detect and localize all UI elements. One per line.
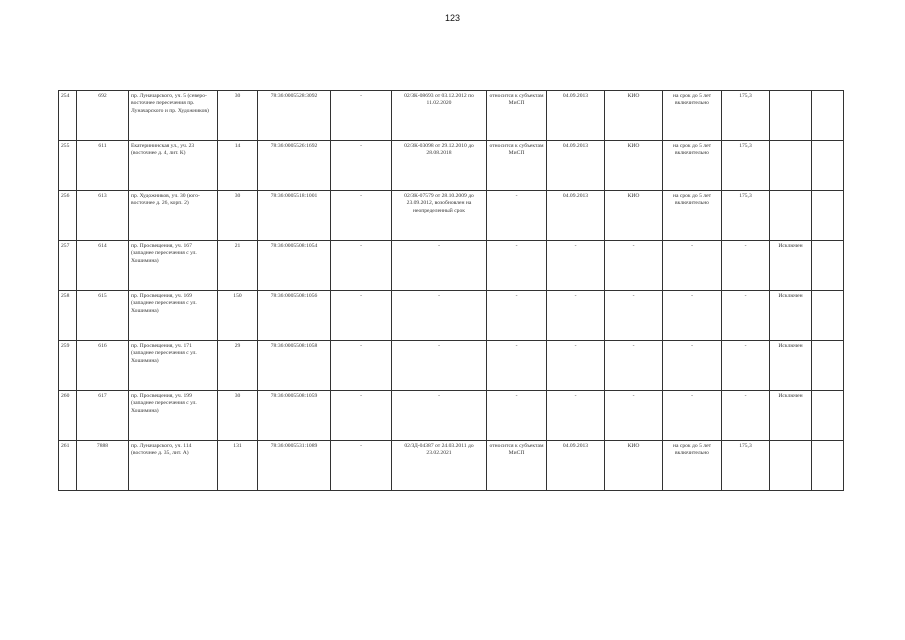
cell-row-index: 259	[59, 341, 77, 391]
cell-authority: -	[605, 341, 663, 391]
cell-authority: КИО	[605, 141, 663, 191]
cell-area: 30	[218, 191, 258, 241]
cell-cadastral-number: 78:36:0005508:1056	[258, 291, 331, 341]
table-row	[59, 91, 844, 141]
cell-decision-date: -	[547, 291, 605, 341]
cell-decision-date: 04.09.2013	[547, 91, 605, 141]
cell-cadastral-number: 78:36:0005508:1059	[258, 391, 331, 441]
cell-area: 30	[218, 91, 258, 141]
cell-col-6: -	[331, 341, 392, 391]
cell-registry-number: 616	[77, 341, 129, 391]
cell-row-index: 254	[59, 91, 77, 141]
cell-lease-term: на срок до 5 лет включительно	[663, 141, 722, 191]
table-row	[59, 441, 844, 491]
cell-lease-term: -	[663, 341, 722, 391]
cell-lease-term: -	[663, 241, 722, 291]
cell-lease-term: на срок до 5 лет включительно	[663, 91, 722, 141]
cell-authority: -	[605, 391, 663, 441]
cell-note	[770, 141, 812, 191]
cell-address: пр. Луначарского, уч. 114 (восточнее д. 35, лит. А)	[129, 441, 218, 491]
cell-registry-number: 615	[77, 291, 129, 341]
cell-authority: -	[605, 241, 663, 291]
cell-cadastral-number: 78:36:0005508:1054	[258, 241, 331, 291]
cell-cadastral-number: 78:36:0005526:1692	[258, 141, 331, 191]
cell-empty	[812, 391, 844, 441]
cell-smsp-status: -	[487, 291, 547, 341]
cell-rate: -	[722, 391, 770, 441]
cell-lease-contract: 02/ЗД-04387 от 24.03.2011 до 23.02.2021	[392, 441, 487, 491]
cell-rate: 175,3	[722, 191, 770, 241]
cell-note: Исключен	[770, 391, 812, 441]
cell-note	[770, 91, 812, 141]
cell-empty	[812, 291, 844, 341]
cell-address: пр. Просвещения, уч. 199 (западнее пересечения с ул. Хошимина)	[129, 391, 218, 441]
cell-decision-date: -	[547, 341, 605, 391]
cell-lease-contract: 02/ЗК-08693 от 03.12.2012 по 11.02.2020	[392, 91, 487, 141]
cell-lease-term: -	[663, 291, 722, 341]
cell-empty	[812, 191, 844, 241]
cell-row-index: 261	[59, 441, 77, 491]
cell-authority: -	[605, 291, 663, 341]
cell-rate: -	[722, 241, 770, 291]
cell-note	[770, 441, 812, 491]
cell-lease-contract: -	[392, 291, 487, 341]
cell-col-6: -	[331, 291, 392, 341]
cell-cadastral-number: 78:36:0005518:1001	[258, 191, 331, 241]
cell-area: 150	[218, 291, 258, 341]
cell-col-6: -	[331, 391, 392, 441]
cell-row-index: 260	[59, 391, 77, 441]
cell-smsp-status: -	[487, 391, 547, 441]
cell-col-6: -	[331, 91, 392, 141]
cell-empty	[812, 441, 844, 491]
cell-smsp-status: -	[487, 191, 547, 241]
table-row	[59, 191, 844, 241]
cell-authority: КИО	[605, 91, 663, 141]
cell-row-index: 257	[59, 241, 77, 291]
cell-lease-term: на срок до 5 лет включительно	[663, 441, 722, 491]
cell-smsp-status: -	[487, 241, 547, 291]
cell-address: пр. Луначарского, уч. 5 (северо-восточнее пересечения пр. Луначарского и пр. Художников)	[129, 91, 218, 141]
cell-registry-number: 7888	[77, 441, 129, 491]
cell-rate: -	[722, 291, 770, 341]
cell-cadastral-number: 78:36:0005528:3092	[258, 91, 331, 141]
cell-lease-term: на срок до 5 лет включительно	[663, 191, 722, 241]
cell-lease-contract: 02/ЗК-03098 от 29.12.2010 до 28.08.2018	[392, 141, 487, 191]
cell-smsp-status: относится к субъектам МиСП	[487, 91, 547, 141]
cell-row-index: 256	[59, 191, 77, 241]
cell-address: Екатерининская ул., уч. 23 (восточнее д. 4, лит. К)	[129, 141, 218, 191]
cell-lease-contract: -	[392, 341, 487, 391]
cell-authority: КИО	[605, 191, 663, 241]
table-row	[59, 241, 844, 291]
cell-area: 131	[218, 441, 258, 491]
cell-lease-contract: -	[392, 241, 487, 291]
cell-registry-number: 614	[77, 241, 129, 291]
cell-row-index: 255	[59, 141, 77, 191]
cell-decision-date: 04.09.2013	[547, 141, 605, 191]
cell-area: 21	[218, 241, 258, 291]
cell-empty	[812, 141, 844, 191]
cell-smsp-status: относится к субъектам МиСП	[487, 441, 547, 491]
registry-table	[58, 90, 844, 491]
cell-row-index: 258	[59, 291, 77, 341]
cell-col-6: -	[331, 441, 392, 491]
cell-lease-term: -	[663, 391, 722, 441]
cell-rate: 175,3	[722, 441, 770, 491]
cell-registry-number: 611	[77, 141, 129, 191]
cell-registry-number: 617	[77, 391, 129, 441]
table-row	[59, 291, 844, 341]
cell-address: пр. Просвещения, уч. 171 (западнее пересечения с ул. Хошимина)	[129, 341, 218, 391]
cell-note: Исключен	[770, 291, 812, 341]
cell-rate: -	[722, 341, 770, 391]
cell-smsp-status: -	[487, 341, 547, 391]
cell-cadastral-number: 78:36:0005531:1089	[258, 441, 331, 491]
table-row	[59, 391, 844, 441]
table-row	[59, 141, 844, 191]
cell-empty	[812, 91, 844, 141]
cell-area: 30	[218, 391, 258, 441]
cell-address: пр. Просвещения, уч. 167 (западнее пересечения с ул. Хошимина)	[129, 241, 218, 291]
cell-area: 29	[218, 341, 258, 391]
page-number: 123	[444, 13, 461, 23]
cell-cadastral-number: 78:36:0005508:1058	[258, 341, 331, 391]
cell-lease-contract: -	[392, 391, 487, 441]
cell-registry-number: 692	[77, 91, 129, 141]
cell-decision-date: -	[547, 241, 605, 291]
cell-address: пр. Просвещения, уч. 169 (западнее пересечения с ул. Хошимина)	[129, 291, 218, 341]
cell-smsp-status: относится к субъектам МиСП	[487, 141, 547, 191]
cell-area: 14	[218, 141, 258, 191]
cell-decision-date: 04.09.2013	[547, 191, 605, 241]
cell-empty	[812, 341, 844, 391]
table-row	[59, 341, 844, 391]
cell-lease-contract: 02/ЗК-07579 от 28.10.2009 до 23.09.2012, возобновлен на неопределенный срок	[392, 191, 487, 241]
cell-decision-date: 04.09.2013	[547, 441, 605, 491]
cell-note	[770, 191, 812, 241]
cell-empty	[812, 241, 844, 291]
cell-authority: КИО	[605, 441, 663, 491]
cell-col-6: -	[331, 141, 392, 191]
cell-col-6: -	[331, 191, 392, 241]
cell-registry-number: 613	[77, 191, 129, 241]
cell-note: Исключен	[770, 341, 812, 391]
cell-col-6: -	[331, 241, 392, 291]
cell-address: пр. Художников, уч. 30 (юго-восточнее д. 26, корп. 2)	[129, 191, 218, 241]
cell-decision-date: -	[547, 391, 605, 441]
cell-rate: 175,3	[722, 91, 770, 141]
cell-rate: 175,3	[722, 141, 770, 191]
cell-note: Исключен	[770, 241, 812, 291]
